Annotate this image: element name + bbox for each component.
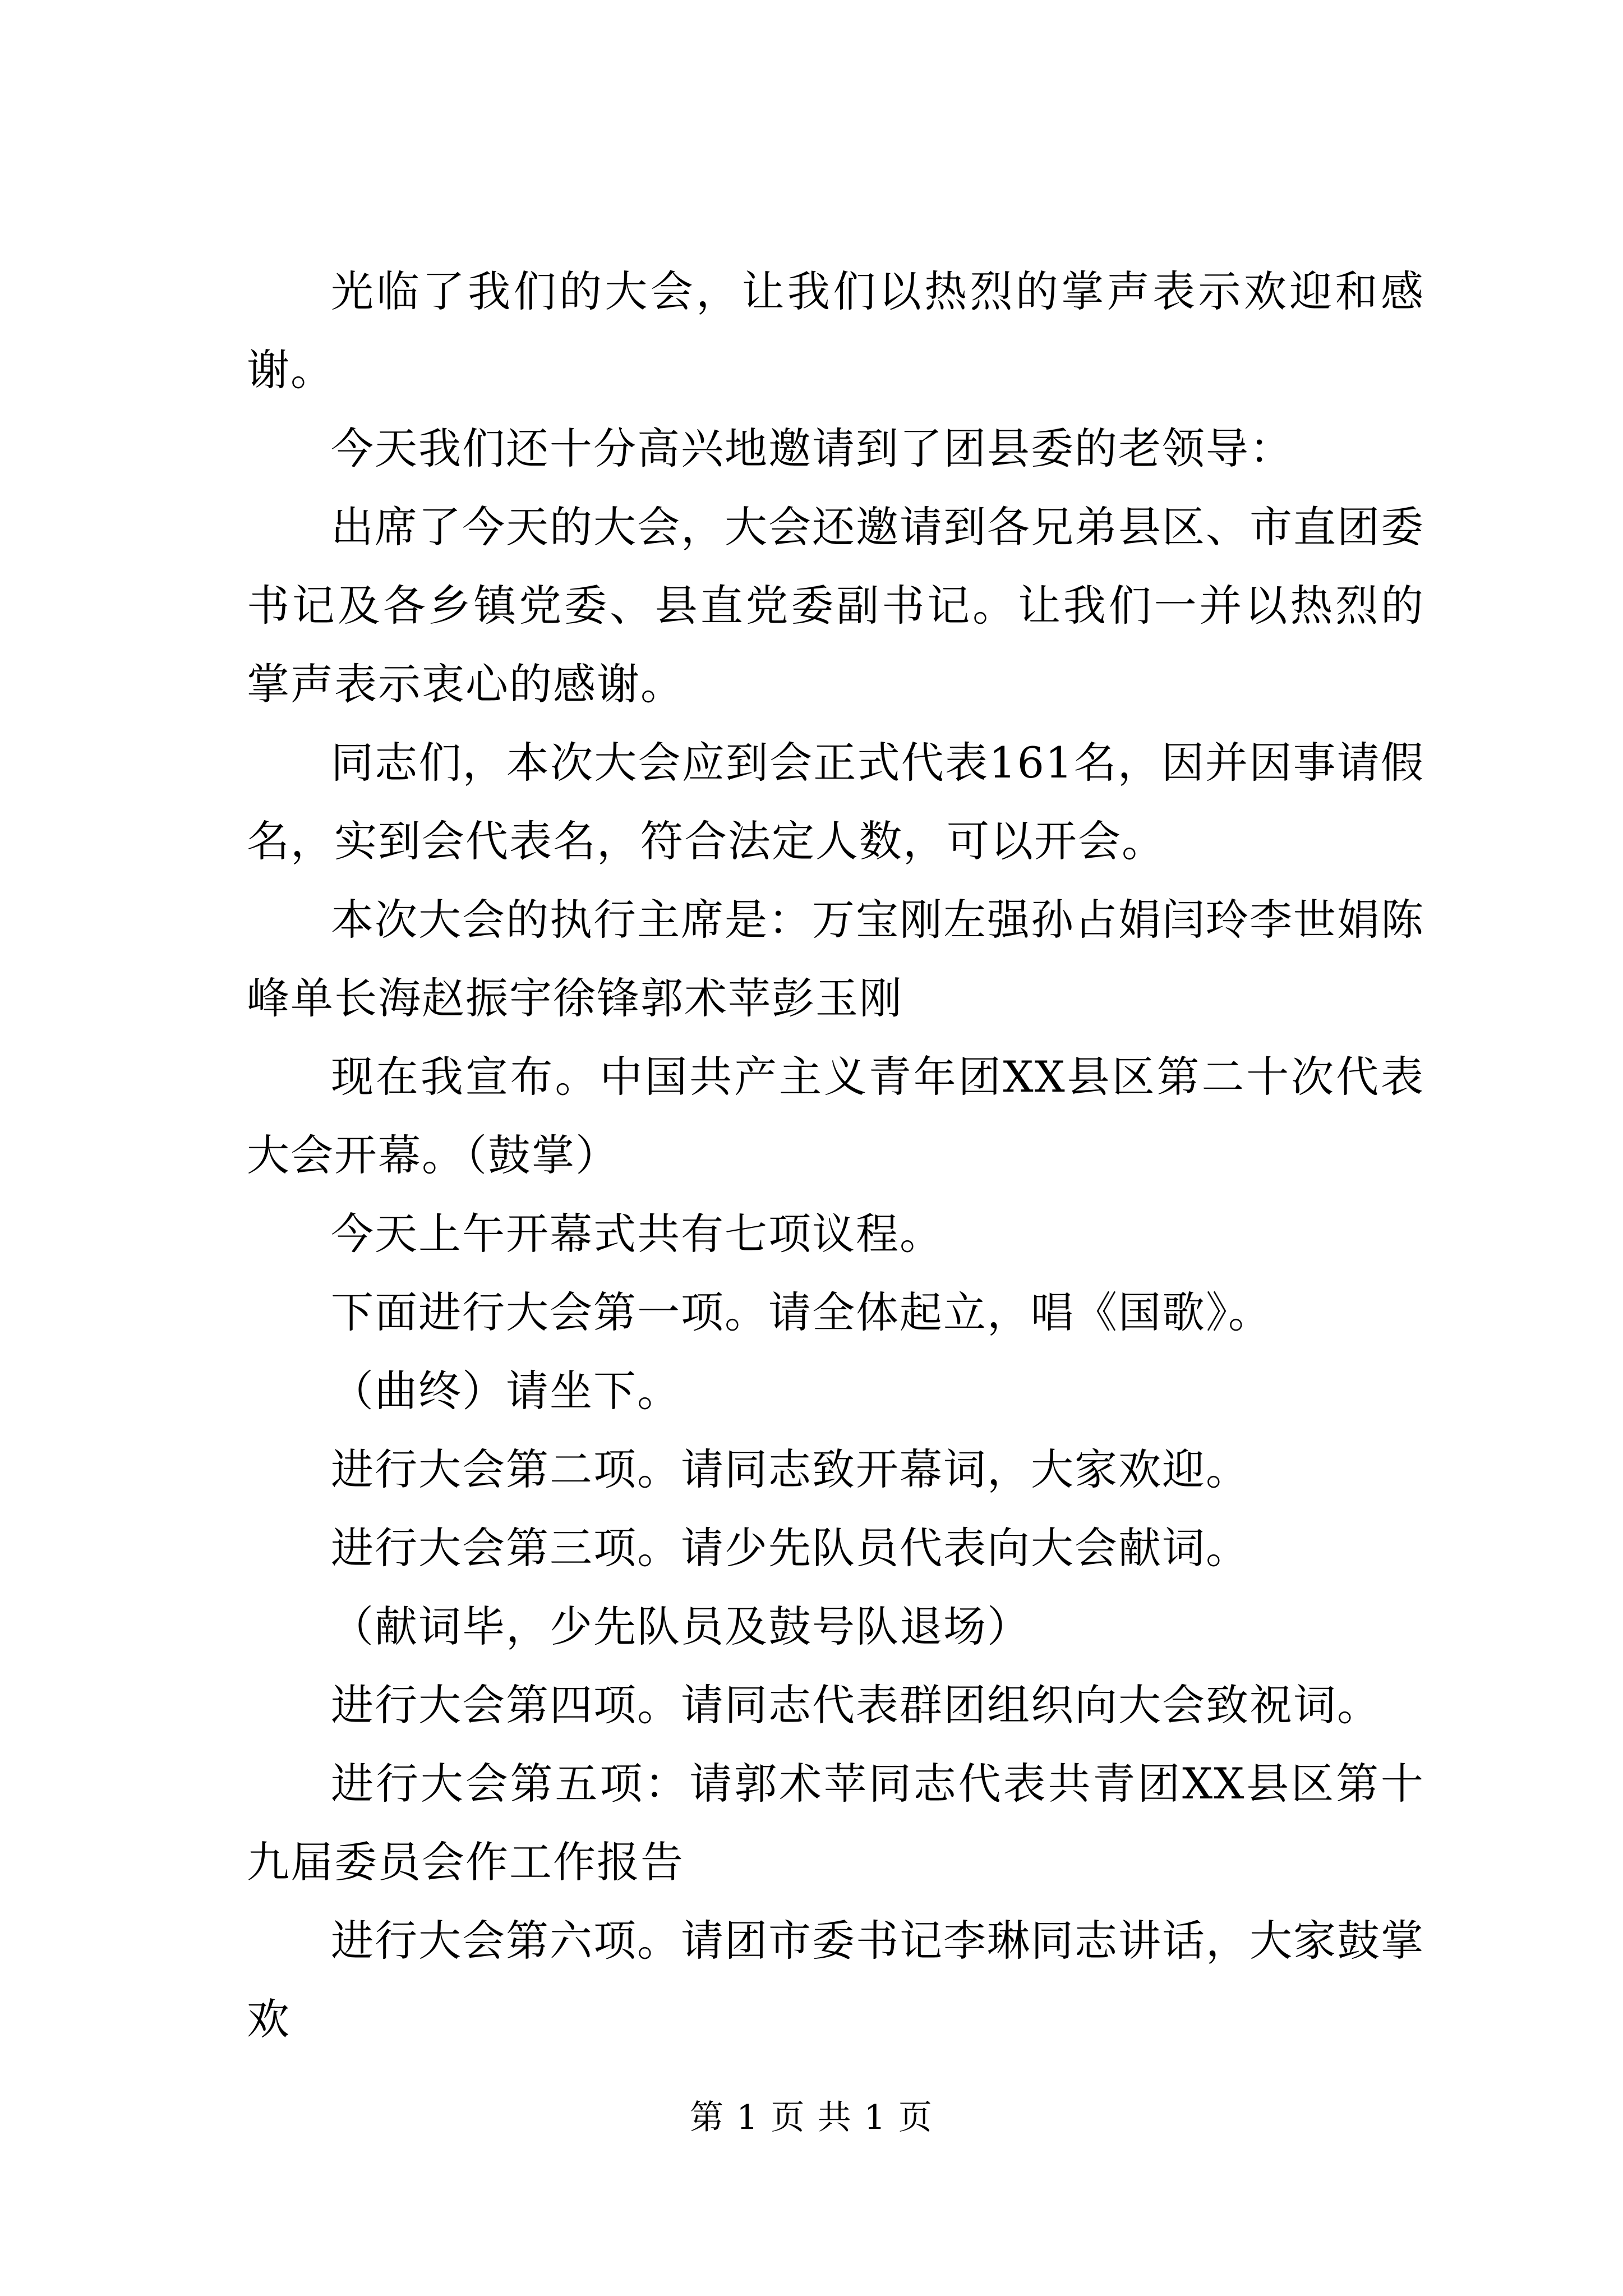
paragraph: 出席了今天的大会，大会还邀请到各兄弟县区、市直团委书记及各乡镇党委、县直党委副书记。让我们一并以热烈的掌声表示衷心的感谢。	[247, 502, 1424, 709]
paragraph: 同志们，本次大会应到会正式代表161名，因并因事请假名，实到会代表名，符合法定人数，可以开会。	[247, 738, 1424, 866]
paragraph: 进行大会第二项。请同志致开幕词，大家欢迎。	[331, 1444, 1249, 1494]
paragraph: 光临了我们的大会，让我们以热烈的掌声表示欢迎和感谢。	[247, 266, 1424, 395]
document-body	[247, 252, 1424, 2059]
paragraph: （献词毕，少先队员及鼓号队退场）	[331, 1602, 1031, 1651]
paragraph: 今天我们还十分高兴地邀请到了团县委的老领导：	[331, 424, 1293, 473]
paragraph: 进行大会第四项。请同志代表群团组织向大会致祝词。	[331, 1680, 1381, 1730]
paragraph: 进行大会第六项。请团市委书记李琳同志讲话，大家鼓掌欢	[247, 1916, 1424, 2044]
paragraph: 本次大会的执行主席是：万宝刚左强孙占娟闫玲李世娟陈峰单长海赵振宇徐锋郭术苹彭玉刚	[247, 895, 1424, 1023]
page-footer: 第 1 页 共 1 页	[690, 2098, 933, 2137]
paragraph: 下面进行大会第一项。请全体起立，唱《国歌》。	[331, 1287, 1272, 1337]
paragraph: 进行大会第五项：请郭术苹同志代表共青团XX县区第十九届委员会作工作报告	[247, 1759, 1424, 1887]
paragraph: 今天上午开幕式共有七项议程。	[331, 1209, 943, 1259]
paragraph: 进行大会第三项。请少先队员代表向大会献词。	[331, 1523, 1249, 1573]
paragraph: 现在我宣布。中国共产主义青年团XX县区第二十次代表大会开幕。（鼓掌）	[247, 1052, 1424, 1180]
paragraph: （曲终）请坐下。	[331, 1366, 681, 1416]
